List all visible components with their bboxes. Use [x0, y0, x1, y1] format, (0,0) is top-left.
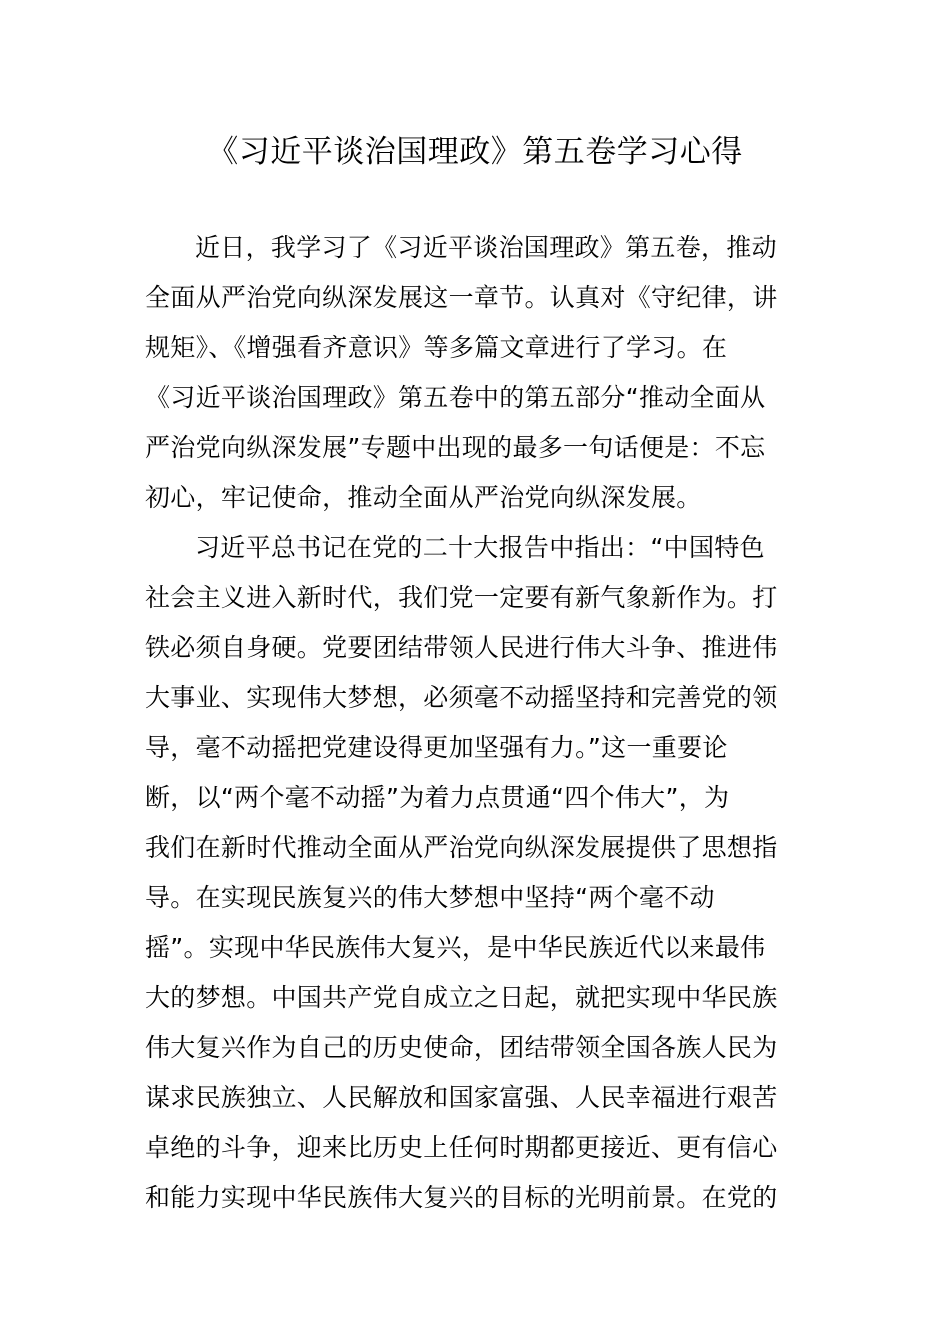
text-line: 我们在新时代推动全面从严治党向纵深发展提供了思想指	[145, 833, 778, 862]
text-line: 摇”。实现中华民族伟大复兴，是中华民族近代以来最伟	[145, 933, 766, 962]
text-line: 断，以“两个毫不动摇”为着力点贯通“四个伟大”，为	[145, 783, 730, 812]
text-line: 导，毫不动摇把党建设得更加坚强有力。”这一重要论	[145, 733, 728, 762]
text-line: 大的梦想。中国共产党自成立之日起，就把实现中华民族	[145, 983, 778, 1012]
text-line: 全面从严治党向纵深发展这一章节。认真对《守纪律，讲	[145, 283, 778, 312]
text-line: 伟大复兴作为自己的历史使命，团结带领全国各族人民为	[145, 1033, 778, 1062]
text-line: 谋求民族独立、人民解放和国家富强、人民幸福进行艰苦	[145, 1083, 778, 1112]
document-title: 《习近平谈治国理政》第五卷学习心得	[207, 134, 743, 170]
text-line: 习近平总书记在党的二十大报告中指出：“中国特色	[195, 533, 765, 562]
text-line: 初心，牢记使命，推动全面从严治党向纵深发展。	[145, 483, 702, 512]
text-line: 规矩》、《增强看齐意识》等多篇文章进行了学习。在	[145, 333, 728, 362]
text-line: 严治党向纵深发展”专题中出现的最多一句话便是：不忘	[145, 433, 766, 462]
text-line: 《习近平谈治国理政》第五卷中的第五部分“推动全面从	[145, 383, 766, 412]
text-line: 和能力实现中华民族伟大复兴的目标的光明前景。在党的	[145, 1183, 778, 1212]
text-line: 大事业、实现伟大梦想，必须毫不动摇坚持和完善党的领	[145, 683, 778, 712]
text-line: 铁必须自身硬。党要团结带领人民进行伟大斗争、推进伟	[145, 633, 778, 662]
text-line: 社会主义进入新时代，我们党一定要有新气象新作为。打	[145, 583, 778, 612]
text-line: 卓绝的斗争，迎来比历史上任何时期都更接近、更有信心	[145, 1133, 778, 1162]
text-line: 近日，我学习了《习近平谈治国理政》第五卷，推动	[195, 233, 777, 262]
text-line: 导。在实现民族复兴的伟大梦想中坚持“两个毫不动	[145, 883, 715, 912]
